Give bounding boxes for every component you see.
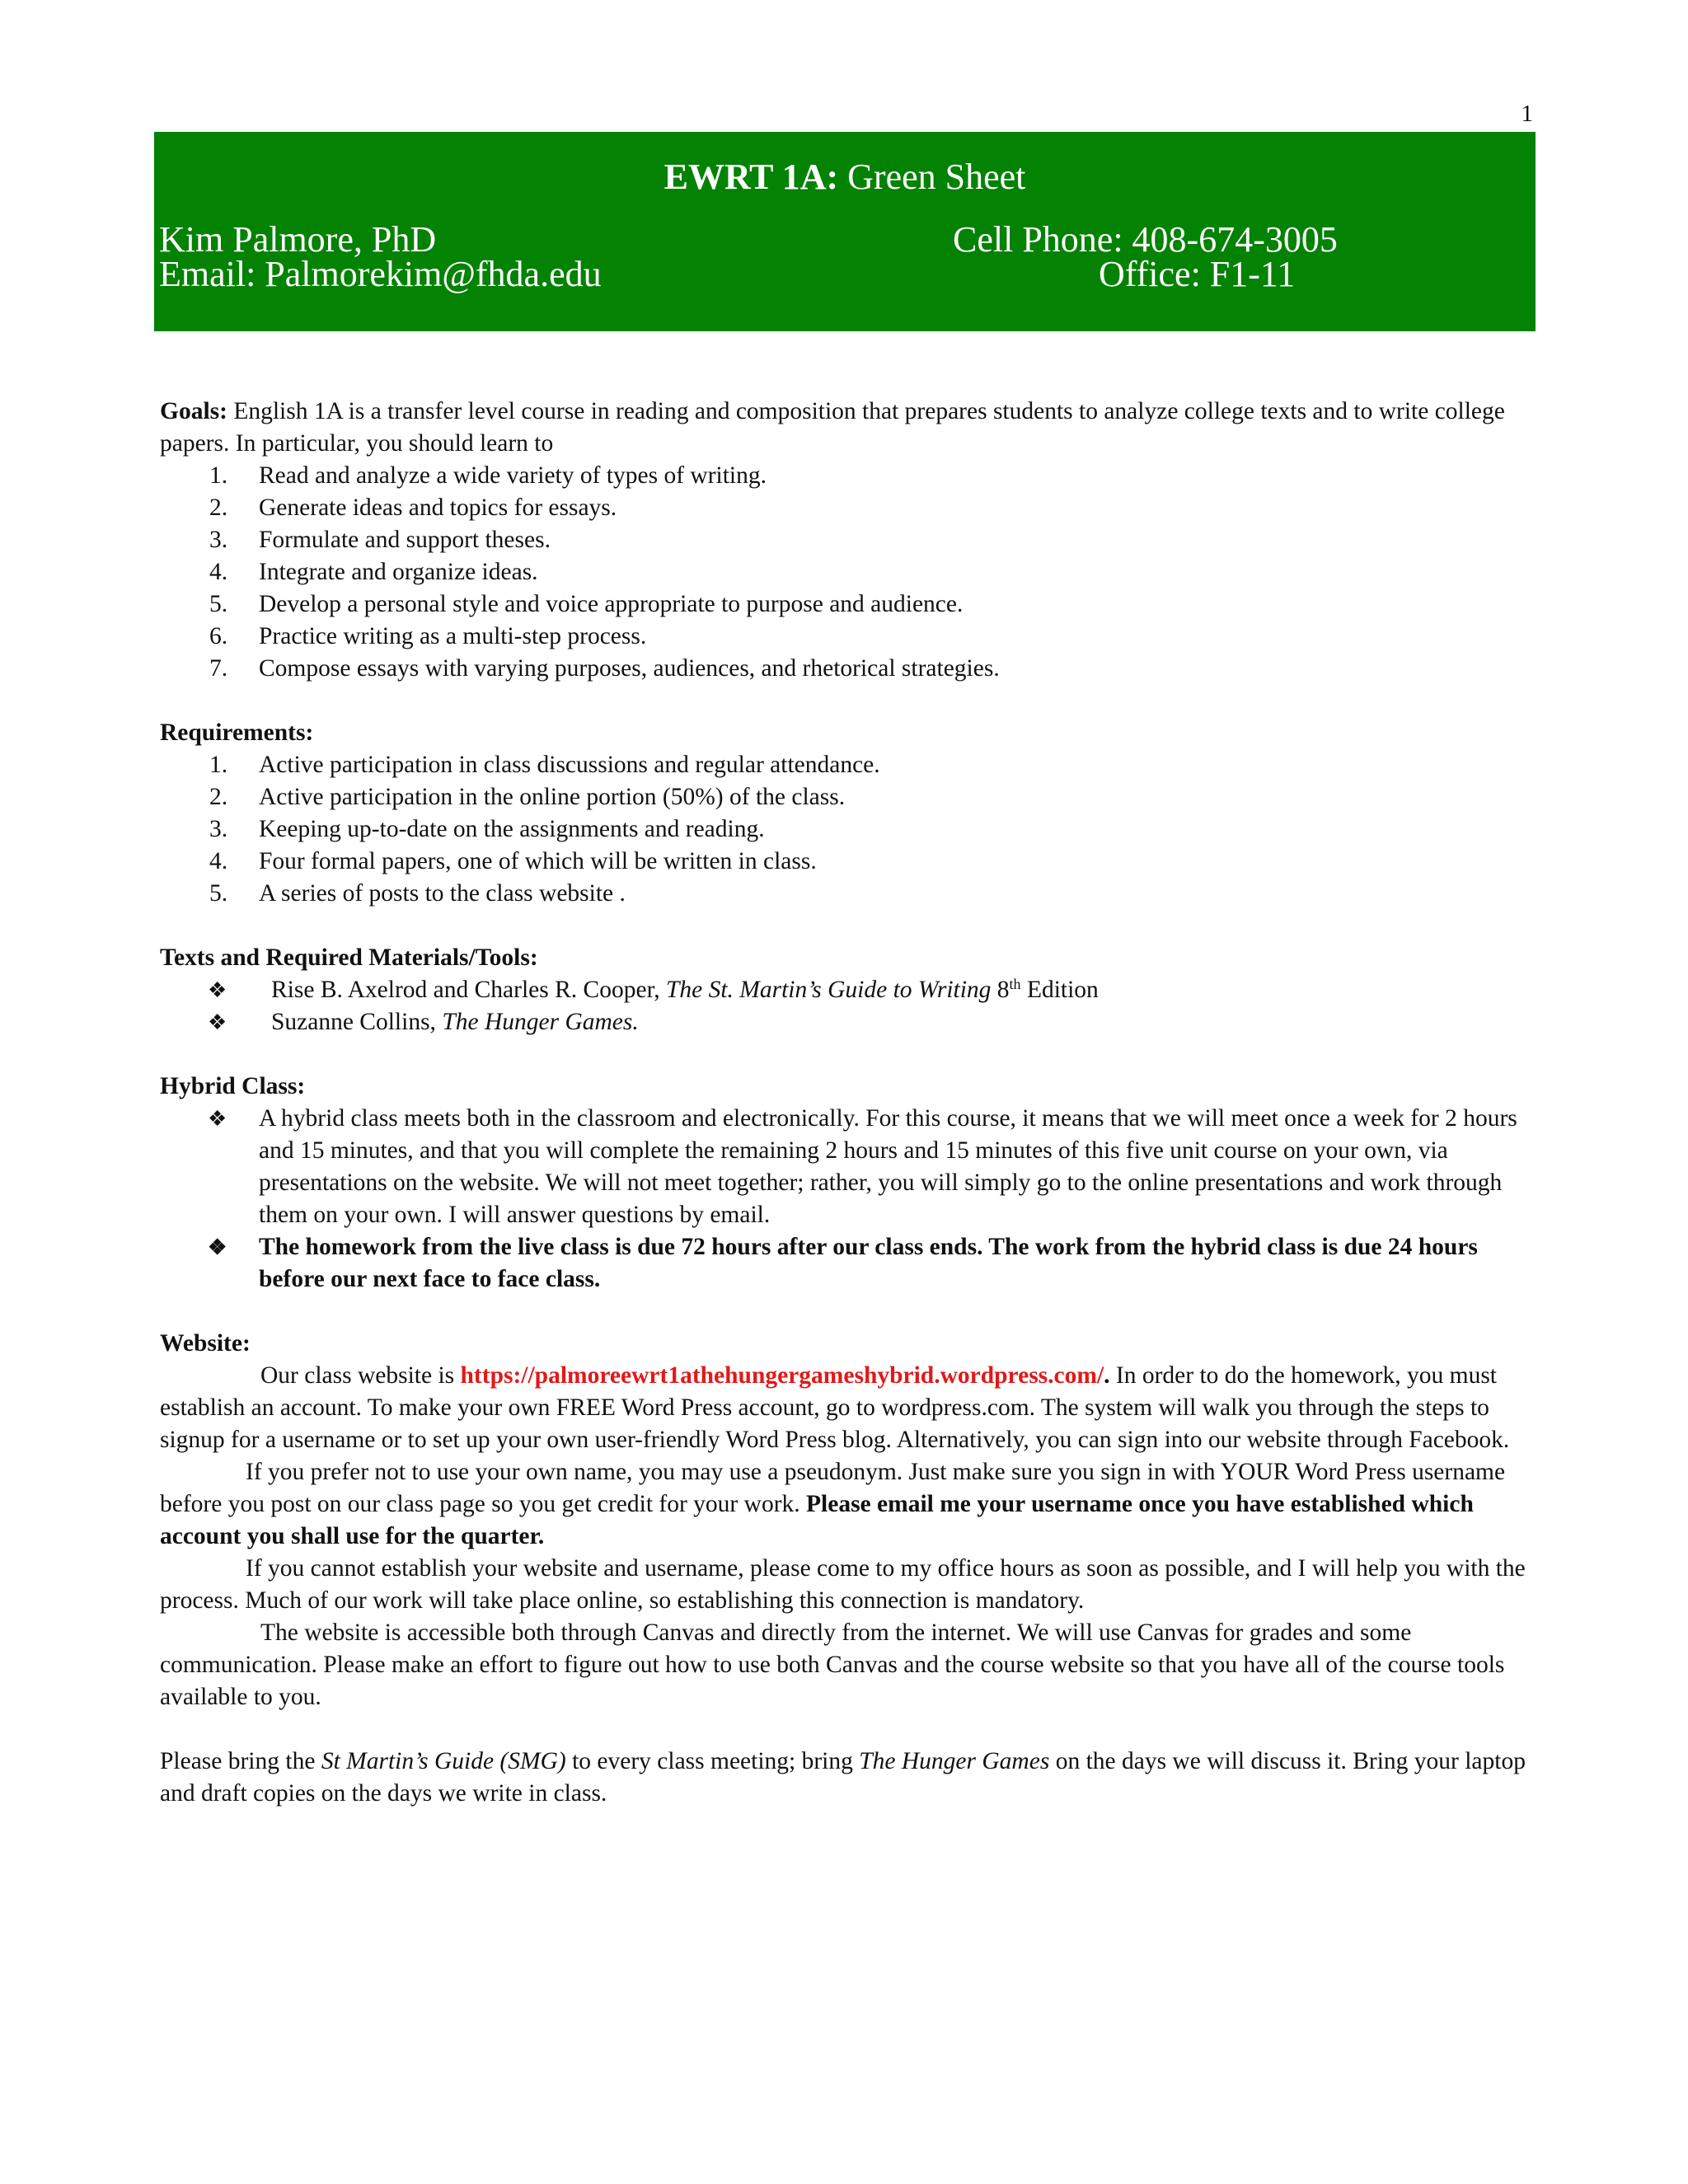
list-item: [160, 1006, 1530, 1038]
list-item-text: Practice writing as a multi-step process.: [259, 623, 647, 649]
instructor-email: Email: Palmorekim@fhda.edu: [159, 254, 602, 294]
header-banner: [154, 132, 1536, 331]
list-item: [160, 492, 1530, 524]
goals-intro: English 1A is a transfer level course in reading and composition that prepares students to analyze college texts and to write college papers. In particular, you should learn to: [160, 398, 1505, 457]
list-item: [160, 974, 1530, 1006]
list-item: [160, 813, 1530, 846]
list-number: 7.: [209, 655, 228, 682]
list-item: [160, 653, 1530, 685]
website-paragraph-1: [160, 1360, 1530, 1456]
instructor-office: Office: F1-11: [1099, 254, 1296, 294]
list-item-text: Four formal papers, one of which will be written in class.: [259, 848, 817, 874]
section-spacer: [160, 1296, 1530, 1328]
diamond-bullet-icon: ❖: [208, 978, 227, 1002]
list-item-text: Active participation in class discussions and regular attendance.: [259, 752, 880, 778]
website-paragraph-3: If you cannot establish your website and username, please come to my office hours as soon as possible, and I will help you with the process. Much of our work will take place online, so establishing this connection is mandatory.: [160, 1555, 1526, 1614]
closing-text-2: to every class meeting; bring: [565, 1748, 860, 1774]
diamond-bullet-icon: ❖: [208, 1107, 227, 1131]
section-spacer: [160, 910, 1530, 942]
list-number: 5.: [209, 880, 228, 907]
text-author: Suzanne Collins,: [271, 1009, 443, 1035]
text-edition-word: Edition: [1020, 977, 1099, 1003]
section-spacer: [160, 1713, 1530, 1746]
list-item-text: Integrate and organize ideas.: [259, 559, 538, 585]
instructor-block: [159, 219, 602, 294]
hybrid-list: [160, 1103, 1530, 1296]
requirements-heading: Requirements:: [160, 719, 314, 746]
requirements-list: [160, 749, 1530, 910]
goals-paragraph: [160, 396, 1530, 460]
website-intro: Our class website is: [260, 1362, 461, 1389]
list-item-text: Compose essays with varying purposes, audiences, and rhetorical strategies.: [259, 655, 1000, 682]
section-spacer: [160, 1038, 1530, 1071]
username-email-request: Please email me your username once you have established which account you shall use for the quarter.: [160, 1491, 1474, 1549]
list-item-text: Develop a personal style and voice appropriate to purpose and audience.: [259, 591, 964, 617]
link-period: .: [1104, 1362, 1110, 1389]
instructor-name: Kim Palmore, PhD: [159, 219, 437, 260]
list-item: [160, 781, 1530, 813]
goals-list: [160, 460, 1530, 685]
text-edition-suffix: th: [1009, 976, 1021, 992]
list-number: 6.: [209, 623, 228, 649]
list-item: [160, 749, 1530, 781]
list-number: 2.: [209, 784, 228, 810]
text-title: The Hunger Games.: [442, 1009, 639, 1035]
text-edition-number: 8: [991, 977, 1010, 1003]
list-item-text: A series of posts to the class website .: [259, 880, 626, 907]
list-item: [160, 846, 1530, 878]
list-item: [160, 524, 1530, 556]
list-item-text: Generate ideas and topics for essays.: [259, 494, 617, 521]
texts-heading: Texts and Required Materials/Tools:: [160, 944, 538, 971]
closing-book-hunger-games: The Hunger Games: [859, 1748, 1050, 1774]
list-number: 1.: [209, 752, 228, 778]
website-paragraph-4: The website is accessible both through Canvas and directly from the internet. We will use Canvas for grades and some communication. Please make an effort to figure out how to use both Canvas and the course website so that you have all of the course tools available to you.: [160, 1619, 1505, 1710]
list-number: 2.: [209, 494, 228, 521]
section-spacer: [160, 685, 1530, 717]
title-rest: Green Sheet: [847, 157, 1026, 197]
page-number: 1: [1521, 101, 1533, 127]
diamond-bullet-icon: ❖: [208, 1235, 227, 1259]
website-instructions: In order to do the homework, you must establish an account. To make your own FREE Word Press account, go to wordpress.com. The system will walk you through the steps to signup for a username or to set up your own user-friendly Word Press blog. Alternatively, you can sign into our website through Facebook.: [160, 1362, 1510, 1453]
text-author: Rise B. Axelrod and Charles R. Cooper,: [271, 977, 666, 1003]
list-item-text: Formulate and support theses.: [259, 527, 551, 553]
class-website-link[interactable]: https://palmoreewrt1athehungergameshybrid.wordpress.com/: [460, 1362, 1104, 1389]
list-item: [160, 878, 1530, 910]
texts-list: [160, 974, 1530, 1038]
hybrid-deadline-note: The homework from the live class is due 72 hours after our class ends. The work from the hybrid class is due 24 hours before our next face to face class.: [259, 1234, 1478, 1292]
hybrid-description: A hybrid class meets both in the classroom and electronically. For this course, it means that we will meet once a week for 2 hours and 15 minutes, and that you will complete the remaining 2 hours and 15 minutes of this five unit course on your own, via presentations on the website. We will not meet together; rather, you will simply go to the online presentations and work through them on your own. I will answer questions by email.: [259, 1105, 1517, 1228]
website-paragraph-2: [160, 1456, 1530, 1553]
website-heading: Website:: [160, 1330, 251, 1357]
pseudonym-note: If you prefer not to use your own name, you may use a pseudonym. Just make sure you sign in with YOUR Word Press username before you post on our class page so you get credit for your work.: [160, 1459, 1506, 1517]
instructor-phone: Cell Phone: 408-674-3005: [953, 219, 1338, 260]
goals-heading: Goals:: [160, 398, 227, 424]
closing-book-smg: St Martin’s Guide (SMG): [321, 1748, 566, 1774]
closing-text-1: Please bring the: [160, 1748, 321, 1774]
document-body: [160, 396, 1530, 1810]
list-number: 3.: [209, 527, 228, 553]
list-item: [160, 1103, 1530, 1231]
list-item: [160, 556, 1530, 588]
hybrid-heading: Hybrid Class:: [160, 1073, 306, 1099]
list-item-text: Keeping up-to-date on the assignments and reading.: [259, 816, 765, 842]
diamond-bullet-icon: ❖: [208, 1010, 227, 1034]
text-title: The St. Martin’s Guide to Writing: [665, 977, 992, 1003]
list-number: 1.: [209, 462, 228, 489]
closing-paragraph: [160, 1746, 1530, 1810]
title-course-code: EWRT 1A:: [663, 157, 839, 197]
list-item: [160, 621, 1530, 653]
list-item: [160, 1231, 1530, 1296]
list-item: [160, 460, 1530, 492]
list-item: [160, 588, 1530, 621]
document-title: [154, 157, 1536, 198]
list-number: 3.: [209, 816, 228, 842]
list-number: 5.: [209, 591, 228, 617]
list-item-text: Read and analyze a wide variety of types of writing.: [259, 462, 767, 489]
list-item-text: Active participation in the online portion (50%) of the class.: [259, 784, 846, 810]
list-number: 4.: [209, 559, 228, 585]
closing-text-3: on the days we will discuss it. Bring your laptop and draft copies on the days we write in class.: [160, 1748, 1526, 1807]
list-number: 4.: [209, 848, 228, 874]
